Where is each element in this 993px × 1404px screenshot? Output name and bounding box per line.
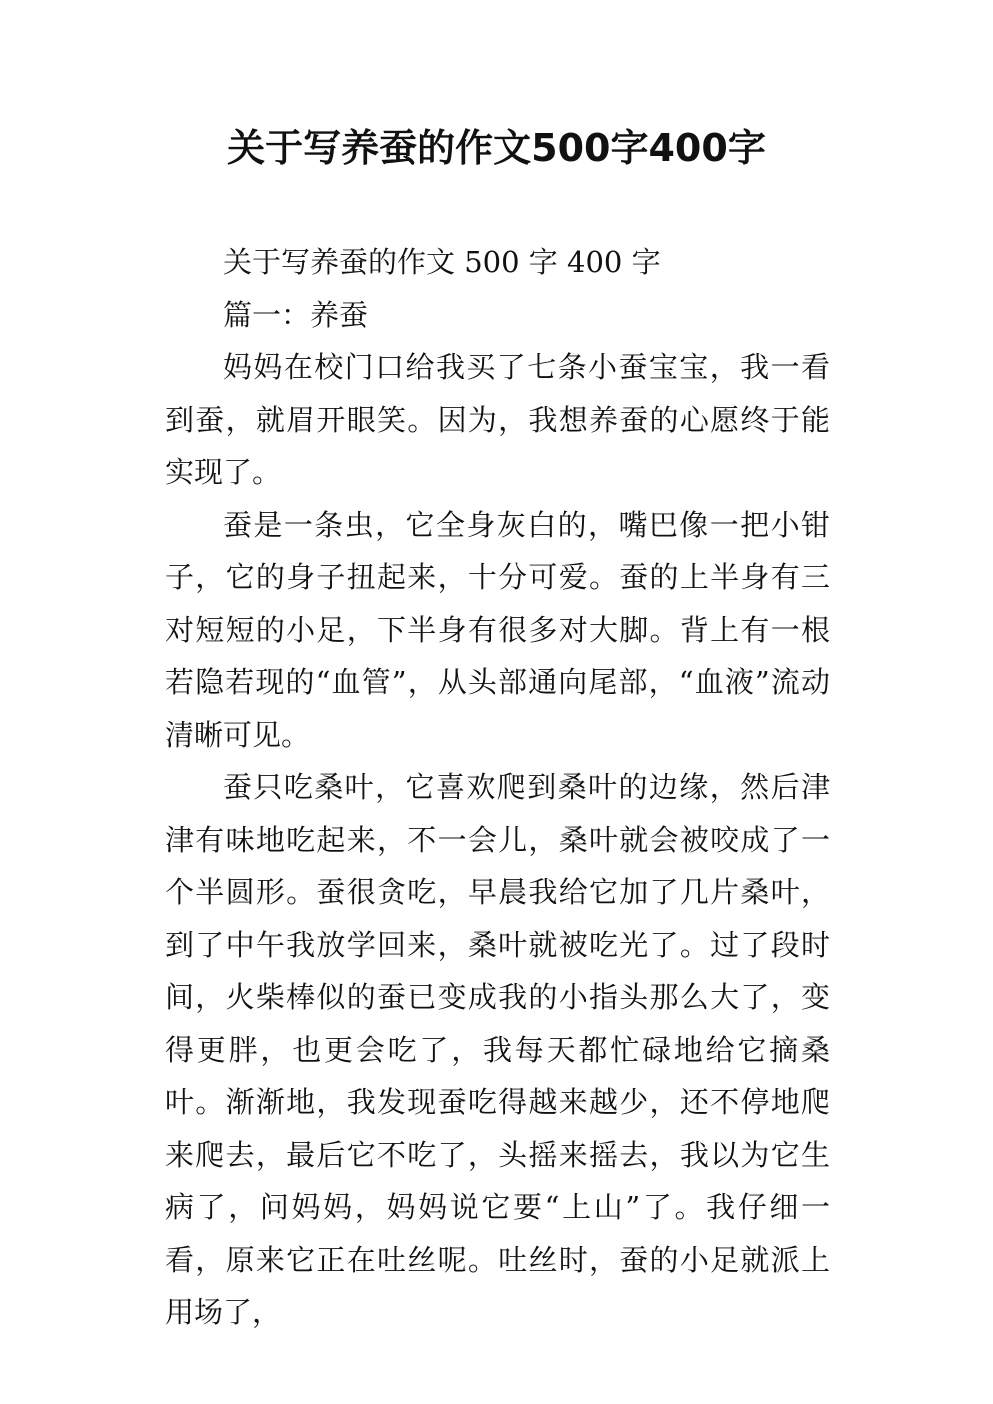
paragraph-3: 蚕只吃桑叶，它喜欢爬到桑叶的边缘，然后津津有味地吃起来，不一会儿，桑叶就会被咬成了一个半圆形。蚕很贪吃，早晨我给它加了几片桑叶，到了中午我放学回来，桑叶就被吃光了。过了段时间，火柴棒似的蚕已变成我的小指头那么大了，变得更胖，也更会吃了，我每天都忙碌地给它摘桑叶。渐渐地，我发现蚕吃得越来越少，还不停地爬来爬去，最后它不吃了，头摇来摇去，我以为它生病了，问妈妈，妈妈说它要“上山”了。我仔细一看，原来它正在吐丝呢。吐丝时，蚕的小足就派上用场了， — [165, 770, 830, 1329]
document-title: 关于写养蚕的作文500字400字 — [227, 126, 766, 170]
essay-subtitle: 关于写养蚕的作文 500 字 400 字 — [223, 245, 661, 279]
document-body — [165, 236, 830, 1339]
paragraph-2: 蚕是一条虫，它全身灰白的，嘴巴像一把小钳子，它的身子扭起来，十分可爱。蚕的上半身有三对短短的小足，下半身有很多对大脚。背上有一根若隐若现的“血管”，从头部通向尾部，“血液”流动清晰可见。 — [165, 507, 830, 752]
section-heading: 篇一：养蚕 — [223, 297, 369, 332]
paragraph-1: 妈妈在校门口给我买了七条小蚕宝宝，我一看到蚕，就眉开眼笑。因为，我想养蚕的心愿终于能实现了。 — [165, 350, 830, 489]
